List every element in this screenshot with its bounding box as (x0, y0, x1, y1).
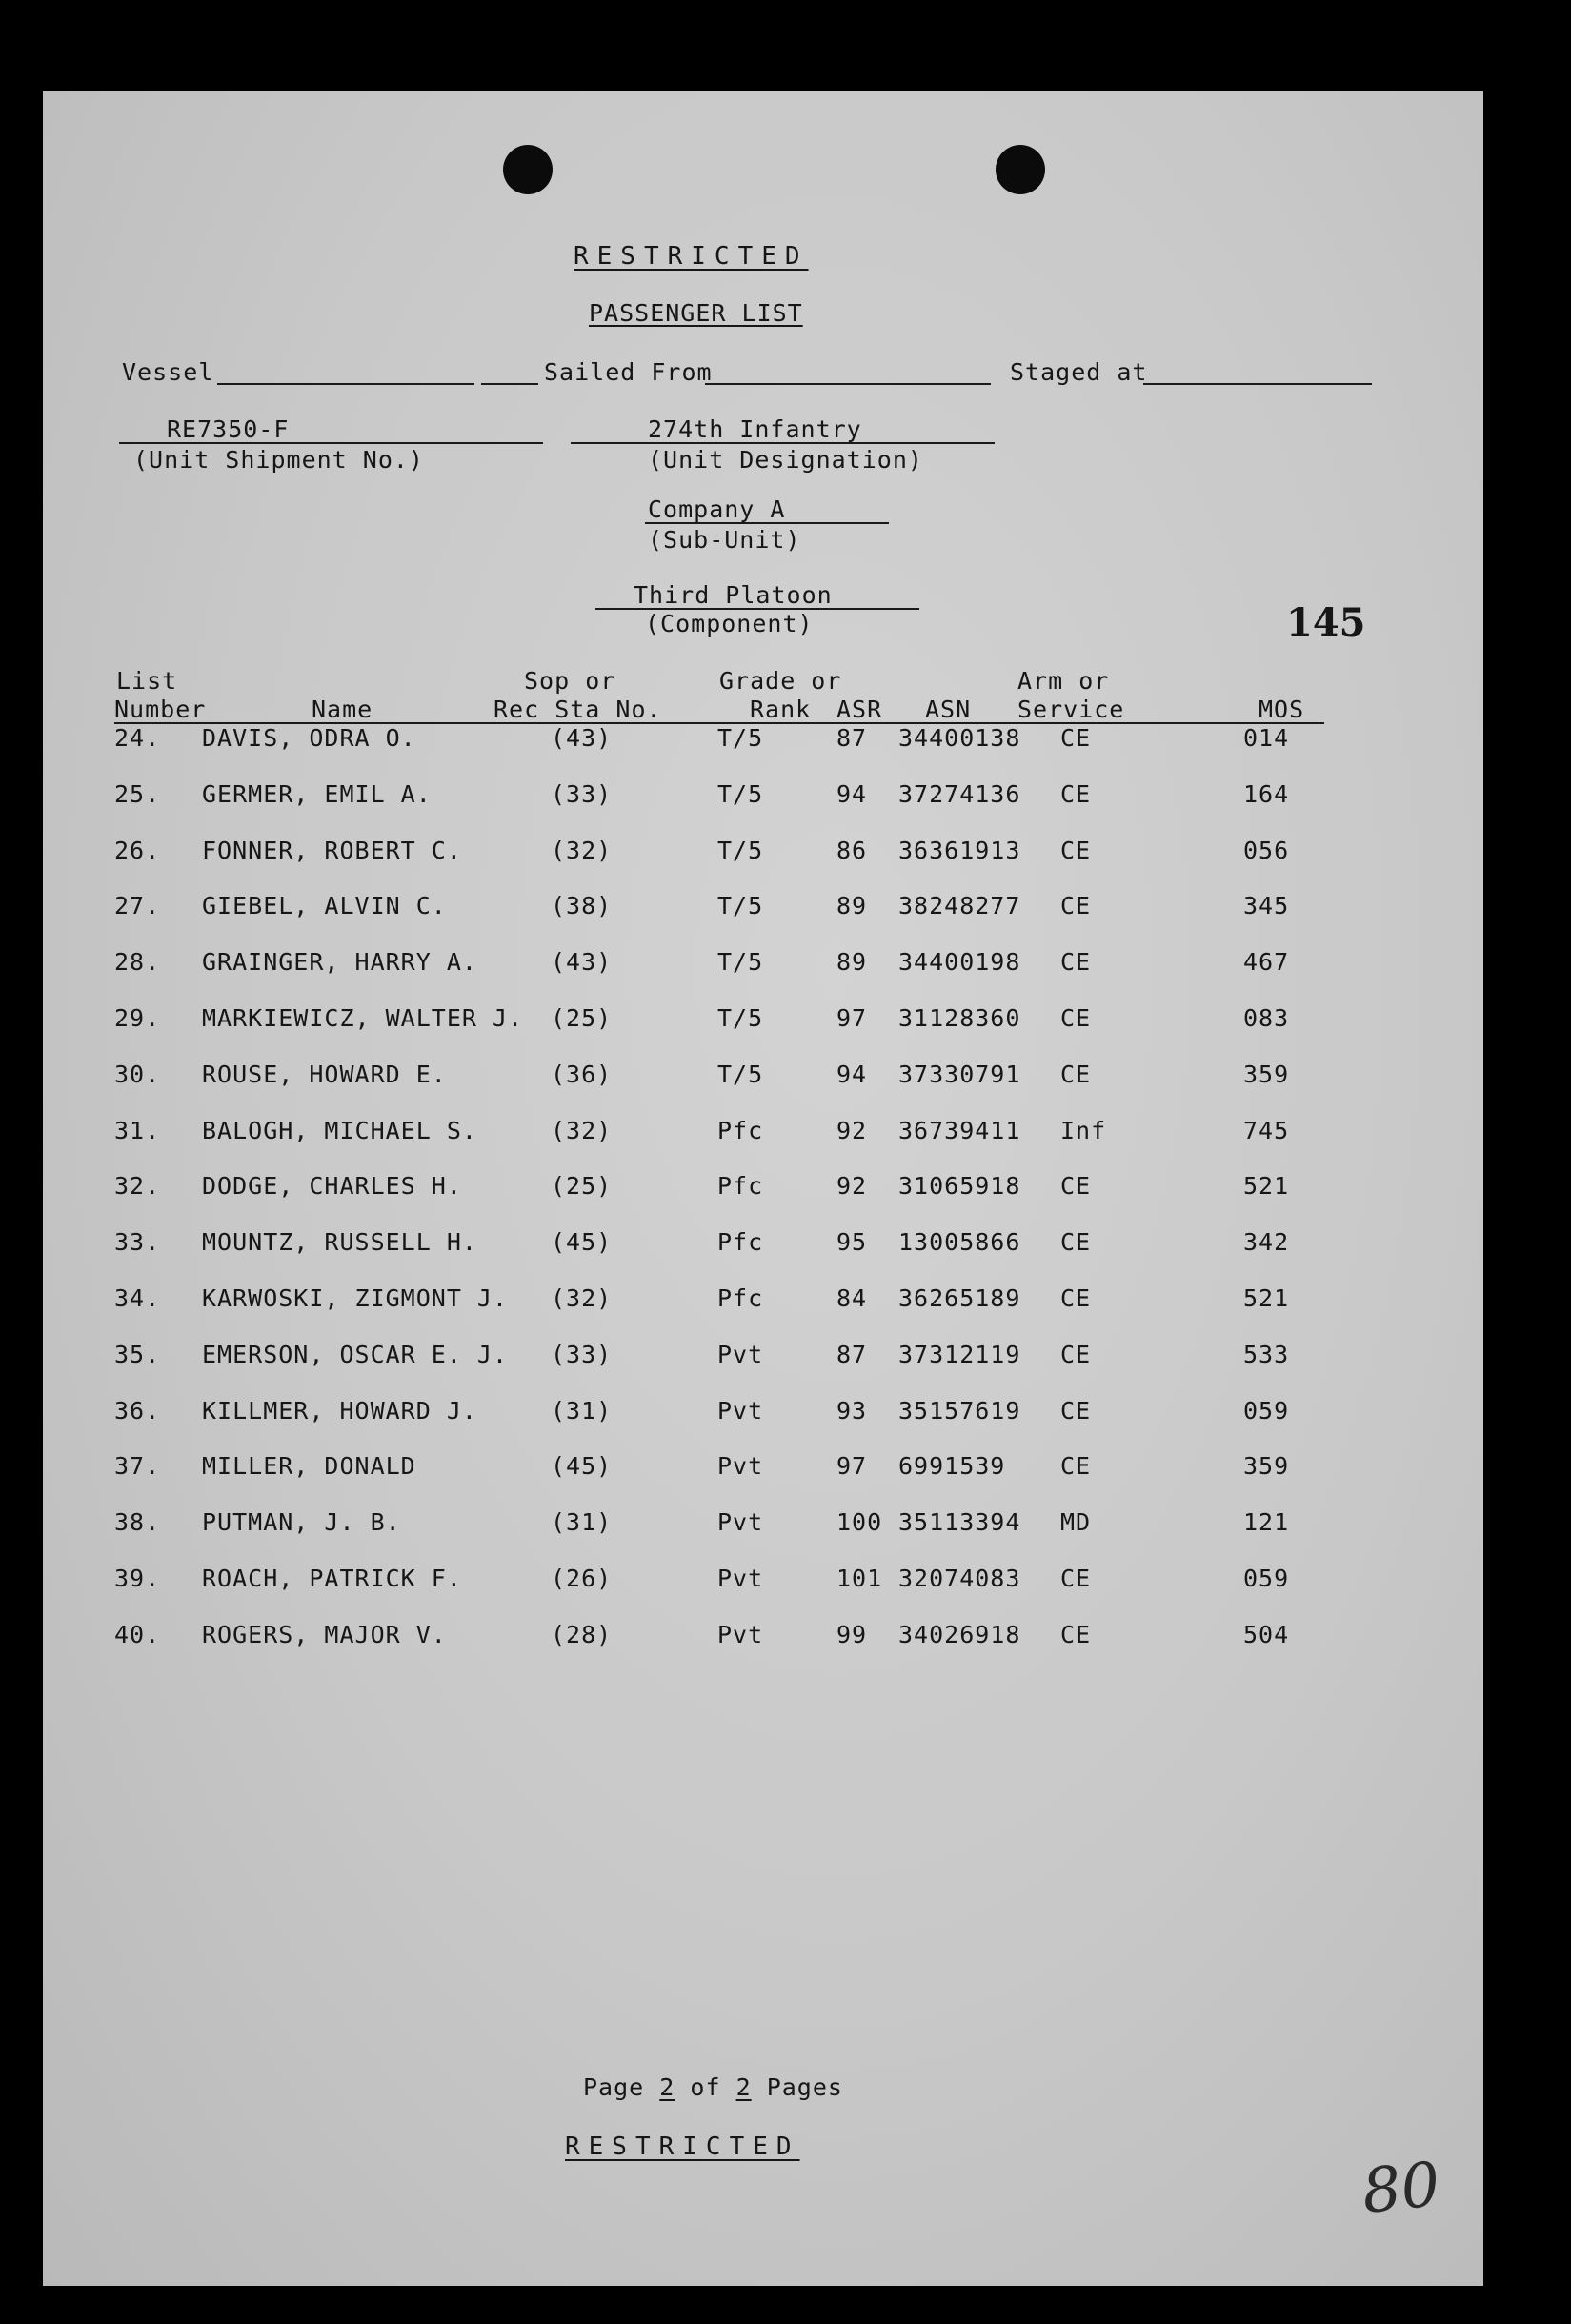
cell-asn: 36361913 (898, 837, 1021, 864)
cell-rank: T/5 (717, 948, 764, 976)
sailed-from-blank (705, 383, 991, 385)
cell-arm: CE (1060, 1621, 1092, 1648)
col-asn: ASN (925, 696, 972, 723)
cell-name: DAVIS, ODRA O. (202, 724, 416, 752)
cell-num: 31. (114, 1117, 161, 1144)
table-row (43, 780, 1483, 818)
cell-sop: (26) (551, 1565, 613, 1592)
unit-designation-caption: (Unit Designation) (648, 446, 923, 474)
cell-asr: 100 (836, 1508, 883, 1536)
cell-name: ROUSE, HOWARD E. (202, 1061, 447, 1088)
cell-arm: CE (1060, 1061, 1092, 1088)
cell-mos: 083 (1243, 1004, 1290, 1032)
table-row (43, 837, 1483, 875)
cell-rank: Pvt (717, 1341, 764, 1368)
cell-name: KARWOSKI, ZIGMONT J. (202, 1284, 509, 1312)
cell-num: 29. (114, 1004, 161, 1032)
cell-num: 24. (114, 724, 161, 752)
table-row (43, 1397, 1483, 1435)
table-row (43, 1341, 1483, 1379)
cell-arm: CE (1060, 1341, 1092, 1368)
cell-mos: 014 (1243, 724, 1290, 752)
cell-arm: MD (1060, 1508, 1092, 1536)
cell-rank: T/5 (717, 1004, 764, 1032)
cell-arm: CE (1060, 1284, 1092, 1312)
cell-asn: 34400138 (898, 724, 1021, 752)
table-row (43, 1452, 1483, 1490)
cell-num: 33. (114, 1228, 161, 1256)
cell-sop: (43) (551, 724, 613, 752)
col-list-number-1: List (116, 667, 178, 695)
page-stamp-number: 145 (1286, 600, 1366, 645)
table-row (43, 1508, 1483, 1546)
cell-arm: CE (1060, 1172, 1092, 1200)
component: Third Platoon (634, 581, 833, 609)
vessel-label: Vessel (122, 358, 214, 386)
cell-arm: CE (1060, 1228, 1092, 1256)
cell-sop: (31) (551, 1508, 613, 1536)
page-current: 2 (659, 2073, 675, 2101)
cell-sop: (45) (551, 1452, 613, 1480)
cell-rank: Pvt (717, 1621, 764, 1648)
col-sop-1: Sop or (524, 667, 616, 695)
cell-sop: (33) (551, 1341, 613, 1368)
col-grade-2: Rank (750, 696, 812, 723)
page-total: 2 (735, 2073, 752, 2101)
sailed-from-label: Sailed From (544, 358, 713, 386)
page-suffix: Pages (766, 2073, 843, 2101)
unit-shipment-caption: (Unit Shipment No.) (133, 446, 424, 474)
cell-sop: (25) (551, 1004, 613, 1032)
document-title: PASSENGER LIST (589, 299, 803, 327)
cell-arm: CE (1060, 724, 1092, 752)
cell-asn: 34400198 (898, 948, 1021, 976)
unit-shipment-line (119, 442, 543, 444)
component-caption: (Component) (645, 610, 814, 637)
cell-asr: 86 (836, 837, 868, 864)
cell-name: EMERSON, OSCAR E. J. (202, 1341, 509, 1368)
cell-asn: 32074083 (898, 1565, 1021, 1592)
cell-mos: 467 (1243, 948, 1290, 976)
cell-asn: 31065918 (898, 1172, 1021, 1200)
vessel-blank-ext (481, 383, 538, 385)
unit-designation-line (571, 442, 995, 444)
cell-rank: T/5 (717, 892, 764, 919)
restricted-header: RESTRICTED (574, 242, 809, 271)
cell-mos: 164 (1243, 780, 1290, 808)
cell-asn: 37312119 (898, 1341, 1021, 1368)
cell-asn: 38248277 (898, 892, 1021, 919)
cell-arm: CE (1060, 1397, 1092, 1425)
cell-rank: Pfc (717, 1172, 764, 1200)
cell-asr: 87 (836, 724, 868, 752)
cell-name: PUTMAN, J. B. (202, 1508, 401, 1536)
cell-name: BALOGH, MICHAEL S. (202, 1117, 477, 1144)
cell-num: 36. (114, 1397, 161, 1425)
cell-arm: CE (1060, 1004, 1092, 1032)
cell-asr: 92 (836, 1172, 868, 1200)
col-mos: MOS (1259, 696, 1305, 723)
cell-sop: (33) (551, 780, 613, 808)
cell-sop: (36) (551, 1061, 613, 1088)
cell-rank: Pfc (717, 1284, 764, 1312)
cell-asr: 93 (836, 1397, 868, 1425)
cell-rank: T/5 (717, 724, 764, 752)
cell-asn: 37274136 (898, 780, 1021, 808)
cell-asr: 84 (836, 1284, 868, 1312)
table-row (43, 1565, 1483, 1603)
cell-sop: (32) (551, 1284, 613, 1312)
cell-asr: 89 (836, 948, 868, 976)
cell-asr: 101 (836, 1565, 883, 1592)
cell-mos: 059 (1243, 1397, 1290, 1425)
cell-name: MILLER, DONALD (202, 1452, 416, 1480)
sub-unit-line (645, 522, 889, 524)
cell-asr: 92 (836, 1117, 868, 1144)
cell-rank: T/5 (717, 1061, 764, 1088)
cell-rank: Pvt (717, 1565, 764, 1592)
cell-rank: Pvt (717, 1508, 764, 1536)
cell-asn: 35157619 (898, 1397, 1021, 1425)
cell-asn: 6991539 (898, 1452, 1006, 1480)
cell-mos: 521 (1243, 1284, 1290, 1312)
cell-num: 34. (114, 1284, 161, 1312)
col-name: Name (312, 696, 373, 723)
cell-sop: (25) (551, 1172, 613, 1200)
cell-num: 38. (114, 1508, 161, 1536)
cell-asr: 94 (836, 1061, 868, 1088)
vessel-blank (217, 383, 474, 385)
staged-at-blank (1143, 383, 1372, 385)
col-arm-1: Arm or (1017, 667, 1110, 695)
table-row (43, 1004, 1483, 1042)
cell-rank: T/5 (717, 837, 764, 864)
cell-mos: 059 (1243, 1565, 1290, 1592)
cell-mos: 342 (1243, 1228, 1290, 1256)
cell-asn: 35113394 (898, 1508, 1021, 1536)
cell-rank: Pvt (717, 1452, 764, 1480)
cell-mos: 359 (1243, 1061, 1290, 1088)
cell-mos: 504 (1243, 1621, 1290, 1648)
cell-num: 39. (114, 1565, 161, 1592)
table-row (43, 724, 1483, 762)
cell-asn: 13005866 (898, 1228, 1021, 1256)
cell-asn: 34026918 (898, 1621, 1021, 1648)
cell-asr: 97 (836, 1004, 868, 1032)
table-row (43, 1117, 1483, 1155)
cell-name: MARKIEWICZ, WALTER J. (202, 1004, 524, 1032)
col-grade-1: Grade or (719, 667, 842, 695)
cell-sop: (45) (551, 1228, 613, 1256)
cell-asr: 87 (836, 1341, 868, 1368)
cell-name: ROACH, PATRICK F. (202, 1565, 462, 1592)
cell-rank: Pfc (717, 1117, 764, 1144)
cell-asn: 36265189 (898, 1284, 1021, 1312)
cell-arm: CE (1060, 948, 1092, 976)
col-sop-2: Rec Sta No. (493, 696, 662, 723)
cell-sop: (31) (551, 1397, 613, 1425)
page-count (583, 2073, 843, 2101)
page-prefix: Page (583, 2073, 645, 2101)
cell-asr: 89 (836, 892, 868, 919)
cell-asr: 99 (836, 1621, 868, 1648)
col-list-number-2: Number (114, 696, 207, 723)
document-page (43, 91, 1483, 2286)
table-row (43, 892, 1483, 930)
cell-name: GERMER, EMIL A. (202, 780, 432, 808)
cell-asn: 31128360 (898, 1004, 1021, 1032)
cell-sop: (32) (551, 1117, 613, 1144)
cell-num: 25. (114, 780, 161, 808)
cell-name: GRAINGER, HARRY A. (202, 948, 477, 976)
cell-num: 37. (114, 1452, 161, 1480)
cell-num: 40. (114, 1621, 161, 1648)
cell-mos: 521 (1243, 1172, 1290, 1200)
table-row (43, 1284, 1483, 1323)
cell-mos: 359 (1243, 1452, 1290, 1480)
cell-arm: CE (1060, 837, 1092, 864)
cell-num: 30. (114, 1061, 161, 1088)
cell-name: GIEBEL, ALVIN C. (202, 892, 447, 919)
table-row (43, 1621, 1483, 1659)
cell-name: ROGERS, MAJOR V. (202, 1621, 447, 1648)
cell-arm: CE (1060, 892, 1092, 919)
punch-hole-right (996, 145, 1045, 194)
handwritten-number: 80 (1359, 2149, 1444, 2229)
cell-asn: 37330791 (898, 1061, 1021, 1088)
cell-arm: CE (1060, 780, 1092, 808)
cell-rank: T/5 (717, 780, 764, 808)
cell-sop: (38) (551, 892, 613, 919)
cell-arm: CE (1060, 1452, 1092, 1480)
staged-at-label: Staged at (1010, 358, 1148, 386)
punch-hole-left (503, 145, 553, 194)
cell-num: 35. (114, 1341, 161, 1368)
cell-mos: 056 (1243, 837, 1290, 864)
unit-designation: 274th Infantry (648, 415, 862, 443)
col-arm-2: Service (1017, 696, 1125, 723)
cell-asr: 97 (836, 1452, 868, 1480)
sub-unit: Company A (648, 495, 786, 523)
cell-asr: 94 (836, 780, 868, 808)
cell-asn: 36739411 (898, 1117, 1021, 1144)
cell-sop: (32) (551, 837, 613, 864)
sub-unit-caption: (Sub-Unit) (648, 526, 801, 554)
cell-num: 26. (114, 837, 161, 864)
table-row (43, 1172, 1483, 1210)
cell-mos: 345 (1243, 892, 1290, 919)
page-of: of (690, 2073, 721, 2101)
cell-mos: 533 (1243, 1341, 1290, 1368)
cell-num: 32. (114, 1172, 161, 1200)
restricted-footer: RESTRICTED (565, 2132, 800, 2161)
cell-rank: Pvt (717, 1397, 764, 1425)
cell-arm: CE (1060, 1565, 1092, 1592)
cell-arm: Inf (1060, 1117, 1107, 1144)
cell-num: 28. (114, 948, 161, 976)
cell-name: MOUNTZ, RUSSELL H. (202, 1228, 477, 1256)
cell-rank: Pfc (717, 1228, 764, 1256)
cell-name: FONNER, ROBERT C. (202, 837, 462, 864)
cell-mos: 121 (1243, 1508, 1290, 1536)
table-row (43, 1061, 1483, 1099)
unit-shipment-no: RE7350-F (167, 415, 290, 443)
col-asr: ASR (836, 696, 883, 723)
cell-sop: (28) (551, 1621, 613, 1648)
cell-num: 27. (114, 892, 161, 919)
cell-sop: (43) (551, 948, 613, 976)
cell-name: DODGE, CHARLES H. (202, 1172, 462, 1200)
table-row (43, 1228, 1483, 1266)
cell-name: KILLMER, HOWARD J. (202, 1397, 477, 1425)
cell-mos: 745 (1243, 1117, 1290, 1144)
table-row (43, 948, 1483, 986)
cell-asr: 95 (836, 1228, 868, 1256)
